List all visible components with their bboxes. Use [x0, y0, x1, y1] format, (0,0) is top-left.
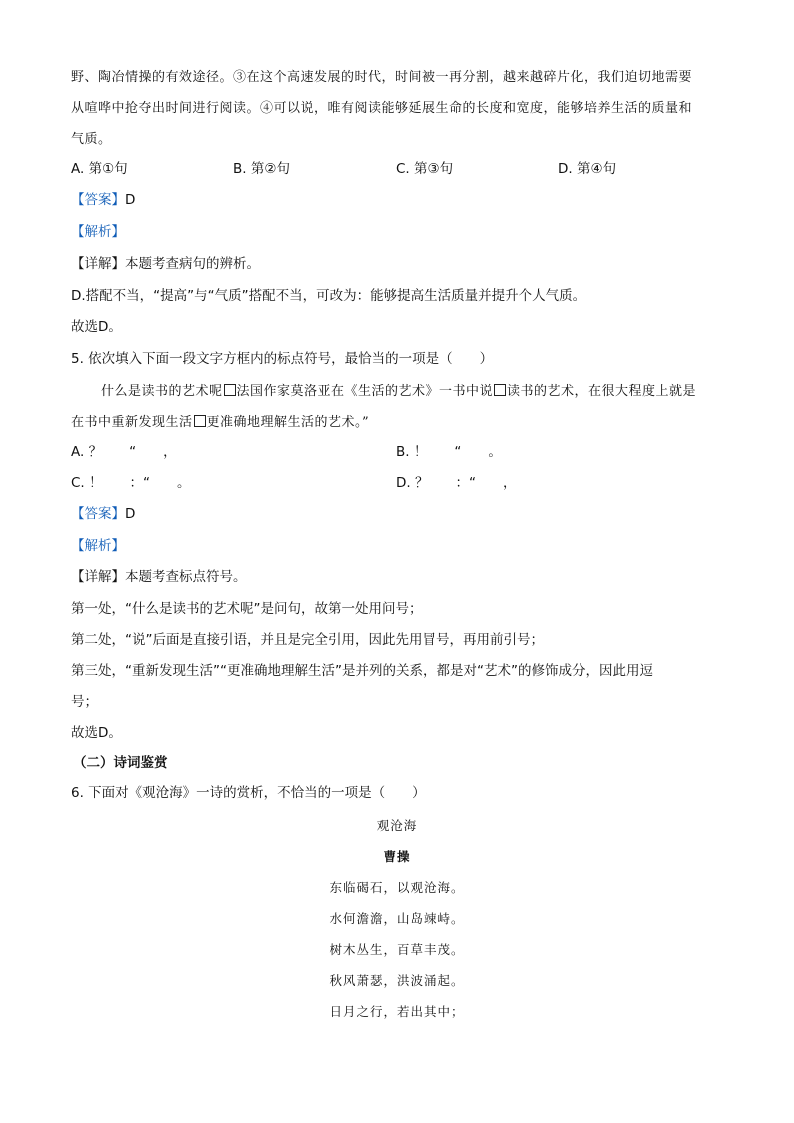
q5-option-b: B. ！ “ 。: [396, 444, 502, 460]
detail-text: 本题考查标点符号。: [125, 569, 247, 585]
q5-point-3-line-1: 第三处，“重新发现生活”“更准确地理解生活”是并列的关系，都是对“艺术”的修饰成分，因此用逗: [71, 663, 653, 679]
q4-passage-line-3: 气质。: [71, 132, 112, 147]
analysis-tag: 【解析】: [71, 538, 125, 554]
q5-detail: [71, 571, 247, 585]
q4-detail: [71, 258, 260, 272]
detail-tag: 【详解】: [71, 256, 125, 272]
q5-passage-line-1: [101, 384, 696, 398]
q4-option-c: C. 第③句: [396, 161, 454, 177]
q4-passage-line-2: 从喧哗中抢夺出时间进行阅读。④可以说，唯有阅读能够延展生命的长度和宽度，能够培养生活的质量和: [71, 101, 693, 116]
poem-line: 树木丛生，百草丰茂。: [329, 942, 465, 957]
answer-value: D: [125, 506, 136, 522]
q5-passage-c: 读书的艺术，在很大程度上就是: [507, 384, 697, 399]
q6-question: 6. 下面对《观沧海》一诗的赏析，不恰当的一项是（ ）: [71, 785, 426, 801]
q4-option-d: D. 第④句: [558, 161, 617, 177]
q5-point-3-line-2: 号；: [71, 694, 98, 710]
q5-option-a: A. ？ “ ，: [71, 444, 177, 460]
answer-tag: 【答案】: [71, 192, 125, 208]
q5-point-2: 第二处，“说”后面是直接引语，并且是完全引用，因此先用冒号，再用前引号；: [71, 632, 544, 648]
detail-tag: 【详解】: [71, 569, 125, 585]
q5-answer: [71, 508, 135, 522]
q4-analysis: [71, 226, 125, 240]
blank-box-1: [224, 384, 236, 396]
detail-text: 本题考查病句的辨析。: [125, 256, 260, 272]
answer-value: D: [125, 192, 136, 208]
q4-passage-line-1: 野、陶冶情操的有效途径。③在这个高速发展的时代，时间被一再分割，越来越碎片化，我们迫切地需要: [71, 70, 693, 85]
q4-option-b: B. 第②句: [233, 161, 290, 177]
q5-passage-e: 更准确地理解生活的艺术。”: [206, 415, 370, 430]
q5-passage-b: 法国作家莫洛亚在《生活的艺术》一书中说: [236, 384, 494, 399]
q4-option-a: A. 第①句: [71, 161, 128, 177]
q5-question: 5. 依次填入下面一段文字方框内的标点符号，最恰当的一项是（ ）: [71, 351, 494, 367]
poem-line: 东临碣石，以观沧海。: [329, 880, 465, 895]
poem-line: 秋风萧瑟，洪波涌起。: [329, 973, 465, 988]
section-heading: （二）诗词鉴赏: [73, 755, 168, 771]
q5-point-1: 第一处，“什么是读书的艺术呢”是问句，故第一处用问号；: [71, 601, 423, 617]
q5-passage-a: 什么是读书的艺术呢: [101, 384, 223, 399]
poem-title: 观沧海: [376, 818, 418, 833]
q4-conclusion: 故选D。: [71, 319, 122, 335]
answer-tag: 【答案】: [71, 506, 125, 522]
poem-author: 曹操: [383, 849, 411, 864]
q5-passage-line-2: [71, 415, 369, 429]
q4-explain: D.搭配不当，“提高”与“气质”搭配不当，可改为：能够提高生活质量并提升个人气质。: [71, 288, 587, 304]
q5-option-c: C. ！ ：“ 。: [71, 475, 191, 491]
q5-conclusion: 故选D。: [71, 725, 122, 741]
q5-option-d: D. ？ ：“ ，: [396, 475, 517, 491]
q5-analysis: [71, 540, 125, 554]
q4-answer: [71, 194, 135, 208]
q5-passage-d: 在书中重新发现生活: [71, 415, 193, 430]
blank-box-2: [494, 384, 506, 396]
poem-line: 水何澹澹，山岛竦峙。: [329, 911, 465, 926]
blank-box-3: [194, 415, 206, 427]
analysis-tag: 【解析】: [71, 224, 125, 240]
poem-line: 日月之行，若出其中；: [329, 1004, 465, 1019]
